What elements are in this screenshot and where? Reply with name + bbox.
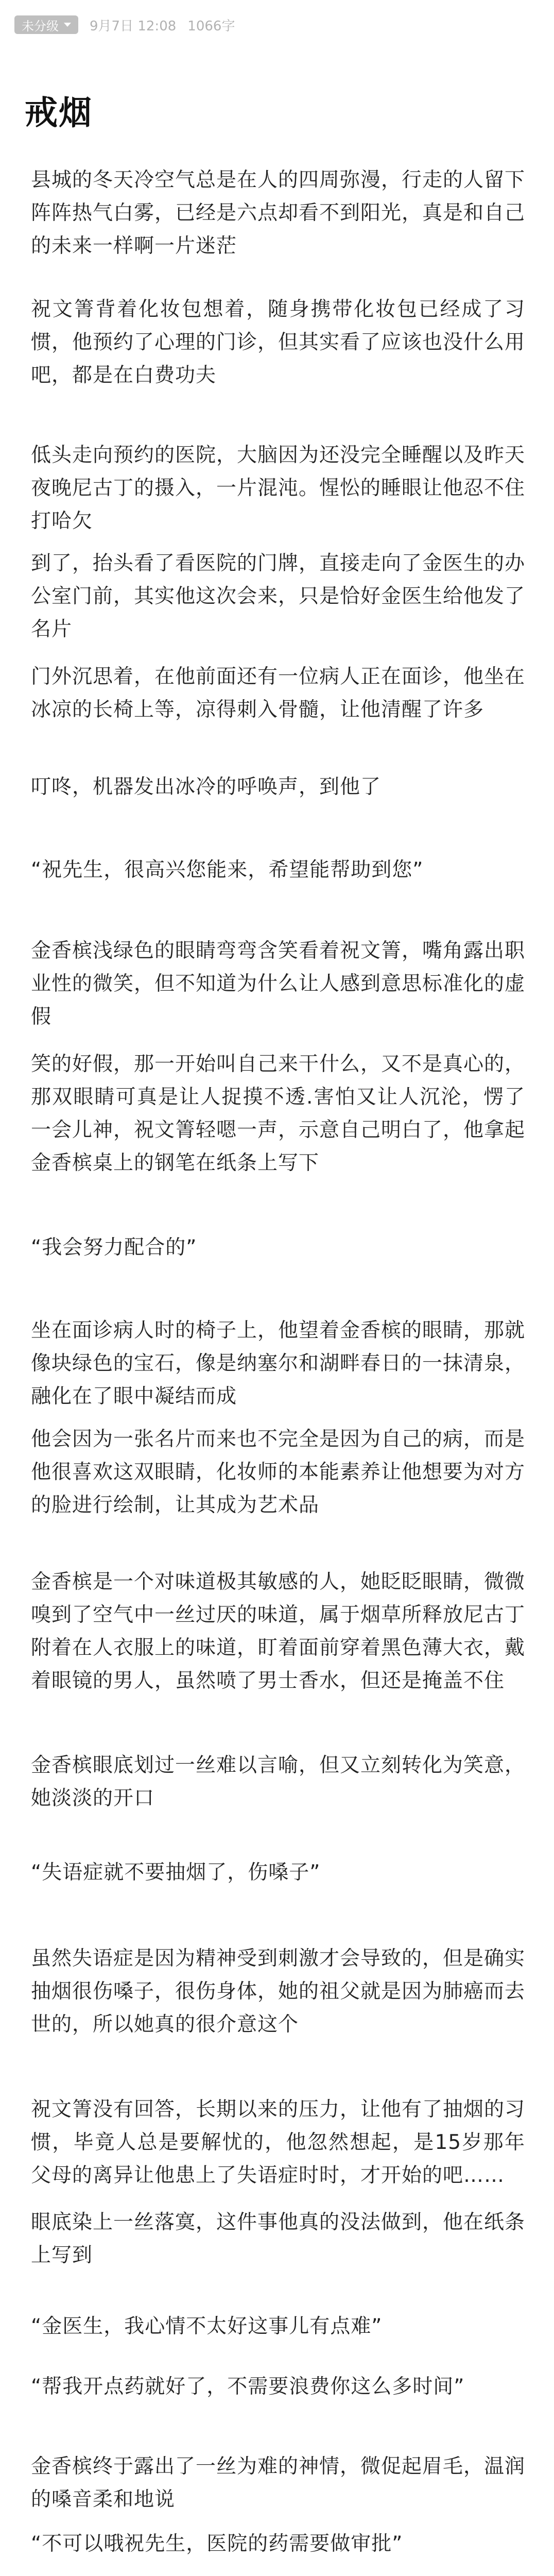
article-meta-bar	[14, 15, 235, 34]
chevron-down-icon	[64, 23, 71, 27]
paragraph: 叮咚，机器发出冰冷的呼唤声，到他了	[31, 775, 382, 799]
paragraph: “不可以哦祝先生，医院的药需要做审批”	[31, 2532, 403, 2555]
article-title: 戒烟	[25, 94, 93, 132]
paragraph: 祝文箐没有回答，长期以来的压力，让他有了抽烟的习惯，毕竟人总是要解忧的，他忽然想起，是15岁那年父母的离异让他患上了失语症时时，才开始的吧……	[31, 2098, 526, 2187]
paragraph: 门外沉思着，在他前面还有一位病人正在面诊，他坐在冰凉的长椅上等，凉得刺入骨髓，让他清醒了许多	[31, 665, 526, 721]
rating-badge-label: 未分级	[22, 19, 59, 33]
paragraph: “失语症就不要抽烟了，伤嗓子”	[31, 1861, 321, 1884]
rating-badge[interactable]	[14, 15, 78, 34]
paragraph: 金香槟终于露出了一丝为难的神情，微促起眉毛，温润的嗓音柔和地说	[31, 2455, 526, 2511]
paragraph: 眼底染上一丝落寞，这件事他真的没法做到，他在纸条上写到	[31, 2211, 526, 2267]
paragraph: 到了，抬头看了看医院的门牌，直接走向了金医生的办公室门前，其实他这次会来，只是恰好金医生给他发了名片	[31, 552, 526, 641]
paragraph: 县城的冬天冷空气总是在人的四周弥漫，行走的人留下阵阵热气白雾，已经是六点却看不到阳光，真是和自己的未来一样啊一片迷茫	[31, 168, 526, 258]
paragraph: 金香槟眼底划过一丝难以言喻，但又立刻转化为笑意，她淡淡的开口	[31, 1754, 526, 1810]
paragraph: “我会努力配合的”	[31, 1236, 197, 1259]
paragraph: 金香槟是一个对味道极其敏感的人，她眨眨眼睛，微微嗅到了空气中一丝过厌的味道，属于烟草所释放尼古丁附着在人衣服上的味道，盯着面前穿着黑色薄大衣，戴着眼镜的男人，虽然喷了男士香水，但还是掩盖不住	[31, 1570, 526, 1692]
paragraph: 低头走向预约的医院，大脑因为还没完全睡醒以及昨天夜晚尼古丁的摄入，一片混沌。惺忪的睡眼让他忍不住打哈欠	[31, 444, 526, 533]
paragraph: 笑的好假，那一开始叫自己来干什么，又不是真心的，那双眼睛可真是让人捉摸不透.害怕又让人沉沦，愣了一会儿神，祝文箐轻嗯一声，示意自己明白了，他拿起金香槟桌上的钢笔在纸条上写下	[31, 1053, 526, 1175]
paragraph: 坐在面诊病人时的椅子上，他望着金香槟的眼睛，那就像块绿色的宝石，像是纳塞尔和湖畔春日的一抹清泉，融化在了眼中凝结而成	[31, 1319, 526, 1408]
paragraph: “祝先生，很高兴您能来，希望能帮助到您”	[31, 858, 424, 882]
paragraph: “帮我开点药就好了，不需要浪费你这么多时间”	[31, 2375, 465, 2398]
paragraph: “金医生，我心情不太好这事儿有点难”	[31, 2315, 383, 2338]
paragraph: 虽然失语症是因为精神受到刺激才会导致的，但是确实抽烟很伤嗓子，很伤身体，她的祖父就是因为肺癌而去世的，所以她真的很介意这个	[31, 1947, 526, 2036]
word-count: 1066字	[187, 18, 235, 34]
publish-timestamp: 9月7日 12:08	[90, 18, 177, 34]
paragraph: 祝文箐背着化妆包想着，随身携带化妆包已经成了习惯，他预约了心理的门诊，但其实看了应该也没什么用吧，都是在白费功夫	[31, 298, 526, 387]
paragraph: 他会因为一张名片而来也不完全是因为自己的病，而是他很喜欢这双眼睛，化妆师的本能素养让他想要为对方的脸进行绘制，让其成为艺术品	[31, 1428, 526, 1517]
paragraph: 金香槟浅绿色的眼睛弯弯含笑看着祝文箐，嘴角露出职业性的微笑，但不知道为什么让人感到意思标准化的虚假	[31, 939, 526, 1028]
